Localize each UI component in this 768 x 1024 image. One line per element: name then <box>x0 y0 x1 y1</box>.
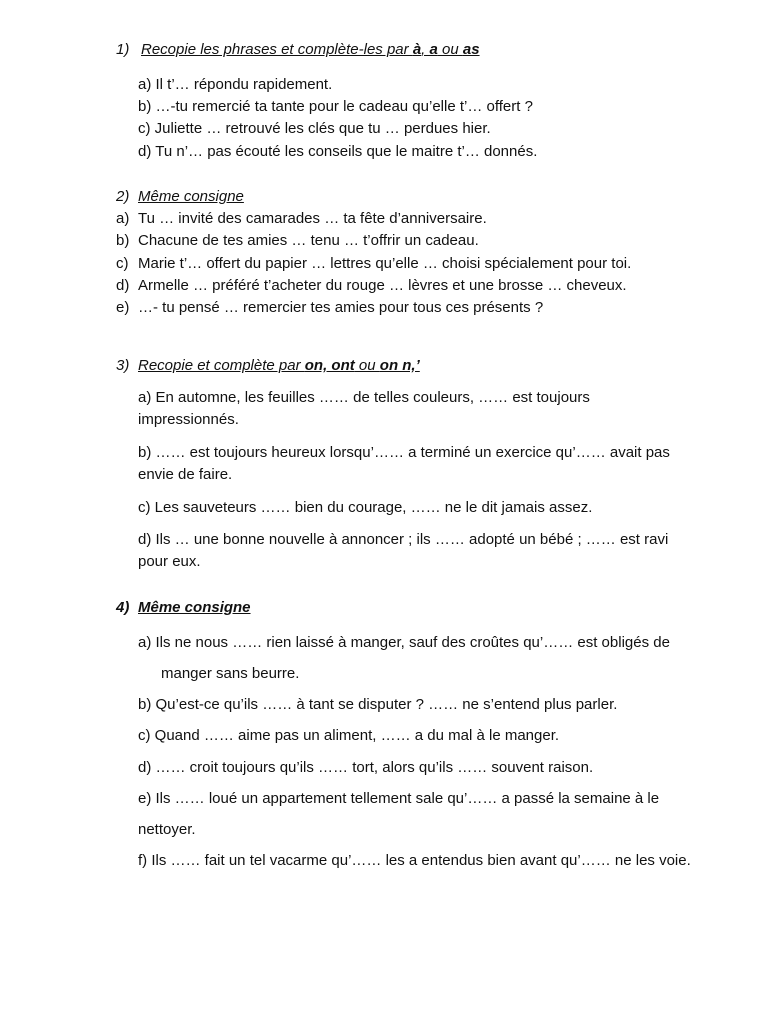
s1-item-b: b) …-tu remercié ta tante pour le cadeau qu’elle t’… offert ? <box>138 98 533 115</box>
s2-item-a-label: a) <box>116 210 130 227</box>
option-on-n: on n,’ <box>379 357 420 374</box>
section-1-instruction <box>141 41 480 59</box>
separator: , <box>421 41 430 58</box>
s4-item-e-cont: nettoyer. <box>138 821 196 838</box>
s2-item-d-label: d) <box>116 277 130 294</box>
s4-item-f: f) Ils …… fait un tel vacarme qu’…… les a entendus bien avant qu’…… ne les voie. <box>138 852 691 869</box>
s4-item-b: b) Qu’est-ce qu’ils …… à tant se disputer ? …… ne s’entend plus parler. <box>138 696 618 713</box>
s4-item-d: d) …… croit toujours qu’ils …… tort, alors qu’ils …… souvent raison. <box>138 759 594 776</box>
s1-item-d: d) Tu n’… pas écouté les conseils que le maitre t’… donnés. <box>138 143 538 160</box>
s3-item-a-cont: impressionnés. <box>138 411 239 428</box>
section-2-number: 2) <box>116 188 130 205</box>
option-as: as <box>462 41 480 58</box>
connector-ou: ou <box>437 41 463 58</box>
s3-item-d-cont: pour eux. <box>138 553 201 570</box>
section-3-instruction-text: Recopie et complète par <box>138 357 305 374</box>
s4-item-a-cont: manger sans beurre. <box>161 665 300 682</box>
s2-item-e: …- tu pensé … remercier tes amies pour tous ces présents ? <box>138 299 544 316</box>
section-3-instruction <box>138 357 420 375</box>
section-4-number: 4) <box>116 599 130 616</box>
s2-item-e-label: e) <box>116 299 130 316</box>
s3-item-b-cont: envie de faire. <box>138 466 233 483</box>
s2-item-c-label: c) <box>116 255 129 272</box>
s3-item-b: b) …… est toujours heureux lorsqu’…… a terminé un exercice qu’…… avait pas <box>138 444 670 461</box>
option-a-accent: à <box>412 41 422 58</box>
option-on-ont: on, ont <box>304 357 355 374</box>
s1-item-a: a) Il t’… répondu rapidement. <box>138 76 333 93</box>
s4-item-c: c) Quand …… aime pas un aliment, …… a du mal à le manger. <box>138 727 560 744</box>
s3-item-d: d) Ils … une bonne nouvelle à annoncer ; ils …… adopté un bébé ; …… est ravi <box>138 531 669 548</box>
section-2-instruction: Même consigne <box>138 188 244 205</box>
section-3-number: 3) <box>116 357 130 374</box>
s1-item-c: c) Juliette … retrouvé les clés que tu … perdues hier. <box>138 120 491 137</box>
s2-item-b: Chacune de tes amies … tenu … t’offrir un cadeau. <box>138 232 479 249</box>
s3-item-c: c) Les sauveteurs …… bien du courage, …… ne le dit jamais assez. <box>138 499 593 516</box>
section-1-instruction-text: Recopie les phrases et complète-les par <box>141 41 413 58</box>
section-1-number: 1) <box>116 41 130 58</box>
s2-item-c: Marie t’… offert du papier … lettres qu’elle … choisi spécialement pour toi. <box>138 255 632 272</box>
option-a: a <box>429 41 438 58</box>
s2-item-d: Armelle … préféré t’acheter du rouge … lèvres et une brosse … cheveux. <box>138 277 627 294</box>
s3-item-a: a) En automne, les feuilles …… de telles couleurs, …… est toujours <box>138 389 590 406</box>
s4-item-e: e) Ils …… loué un appartement tellement sale qu’…… a passé la semaine à le <box>138 790 660 807</box>
s2-item-a: Tu … invité des camarades … ta fête d’anniversaire. <box>138 210 487 227</box>
s4-item-a: a) Ils ne nous …… rien laissé à manger, sauf des croûtes qu’…… est obligés de <box>138 634 670 651</box>
s2-item-b-label: b) <box>116 232 130 249</box>
section-4-instruction: Même consigne <box>138 599 251 616</box>
connector-ou: ou <box>354 357 380 374</box>
